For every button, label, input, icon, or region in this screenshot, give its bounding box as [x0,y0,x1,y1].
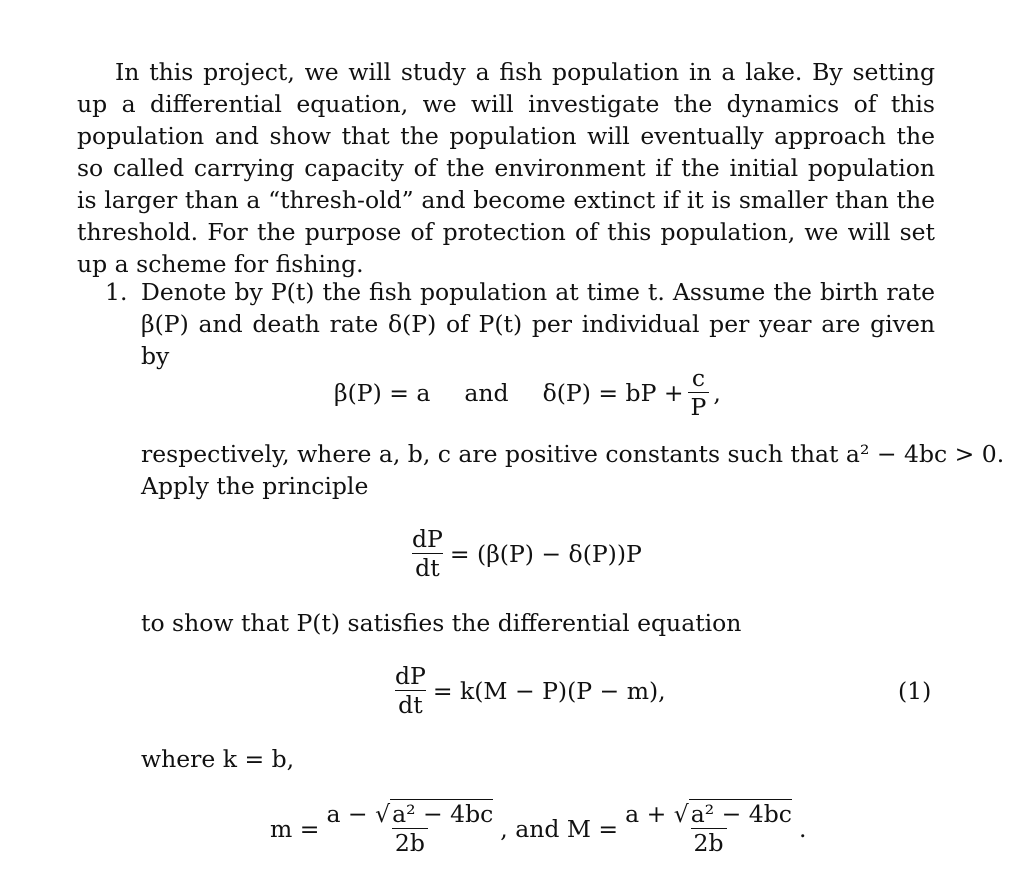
equation-label: (1) [898,677,932,705]
fraction-denominator: dt [412,553,443,582]
fraction-numerator: c [691,364,706,392]
m-denominator: 2b [392,828,428,857]
M-numerator: a + √a² − 4bc [625,800,792,828]
birth-rate: β(P) = a [334,378,431,407]
m-lhs: m = [270,814,320,843]
dp-dt-fraction [392,662,429,719]
m-fraction [323,800,496,857]
principle-rhs: = (β(P) − δ(P))P [449,539,642,568]
m-numerator-a: a − [326,800,368,828]
death-rate-lhs: δ(P) = bP + [542,378,684,407]
item1-sentence-b1: respectively, where a, b, c are positive constants such that a² − 4bc > 0. [141,440,1005,468]
M-fraction [622,800,795,857]
differential-equation [388,662,666,719]
M-numerator-a: a + [625,800,667,828]
m-M-definitions [270,800,806,857]
M-denominator: 2b [691,828,727,857]
m-sqrt-radicand: a² − 4bc [392,800,494,828]
item-number: 1. [105,278,128,306]
fraction-numerator: dP [395,662,426,690]
and-word: and [464,378,509,407]
and-M-text: , and M = [500,814,619,843]
where-k-line: where k = b, [141,745,295,773]
item1-sentence-a: Denote by P(t) the fish population at time t. Assume the birth rate β(P) and death rate δ(P) of P(t) per individual per year are given by [141,278,935,370]
fraction-denominator: dt [395,690,426,719]
dp-dt-fraction [409,525,446,582]
death-rate-tail: , [713,378,721,407]
item1-sentence-c: to show that P(t) satisfies the differential equation [141,609,742,637]
fraction-numerator: dP [412,525,443,553]
fraction-denominator: P [688,392,710,421]
m-numerator: a − √a² − 4bc [326,800,494,828]
principle-equation [405,525,642,582]
rates-equation [334,364,721,421]
c-over-p-fraction [688,364,710,421]
de-rhs: = k(M − P)(P − m), [432,676,666,705]
intro-paragraph: In this project, we will study a fish population in a lake. By setting up a differential equation, we will investigate the dynamics of this population and show that the population will eventually approach the so called carrying capacity of the environment if the initial population is larger than a “thresh-old” and become extinct if it is smaller than the threshold. For the purpose of protection of this population, we will set up a scheme for fishing. [77,58,935,278]
M-sqrt-radicand: a² − 4bc [690,800,792,828]
item1-sentence-b2: Apply the principle [141,472,369,500]
final-period: . [798,814,807,843]
